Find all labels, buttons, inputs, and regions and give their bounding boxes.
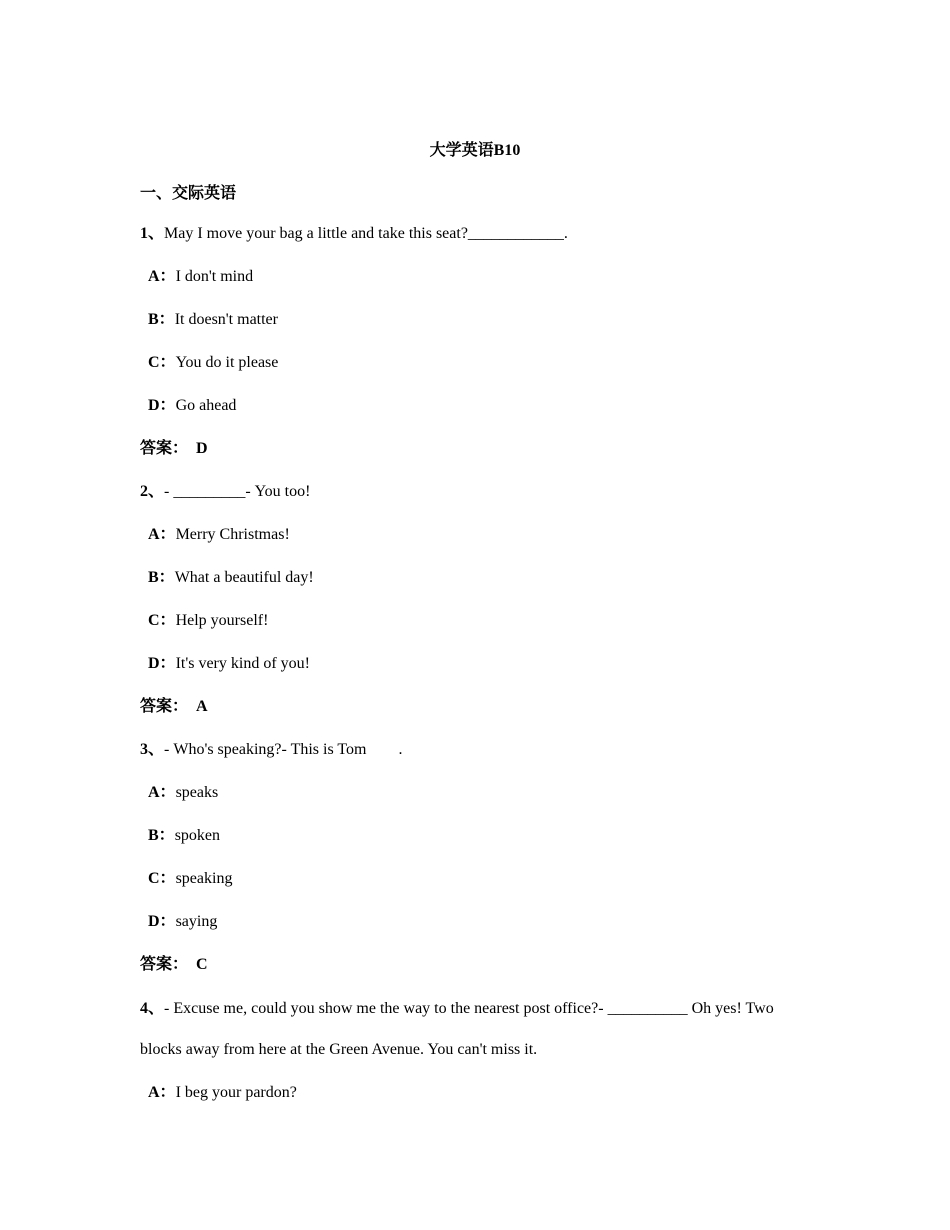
option-b bbox=[140, 826, 810, 846]
option-text: Help yourself! bbox=[175, 612, 269, 629]
option-text: I don't mind bbox=[175, 268, 254, 285]
question-number: 2、 bbox=[140, 483, 165, 500]
option-a bbox=[140, 783, 810, 803]
option-letter: A： bbox=[148, 268, 176, 285]
answer-value: C bbox=[196, 956, 208, 973]
option-letter: B： bbox=[148, 311, 175, 328]
answer-1 bbox=[140, 439, 810, 459]
option-c bbox=[140, 353, 810, 373]
question-3 bbox=[140, 740, 810, 760]
option-text: Go ahead bbox=[175, 397, 237, 414]
option-d bbox=[140, 654, 810, 674]
option-text: I beg your pardon? bbox=[175, 1084, 297, 1101]
option-text: spoken bbox=[174, 827, 221, 844]
question-text: May I move your bag a little and take this seat?____________. bbox=[164, 225, 568, 242]
question-2 bbox=[140, 482, 810, 502]
option-text: What a beautiful day! bbox=[174, 569, 314, 586]
question-number: 4、 bbox=[140, 1000, 165, 1017]
option-text: speaking bbox=[175, 870, 233, 887]
option-letter: D： bbox=[148, 655, 176, 672]
question-text: - _________- You too! bbox=[164, 483, 311, 500]
option-letter: C： bbox=[148, 354, 176, 371]
option-letter: C： bbox=[148, 612, 176, 629]
option-text: You do it please bbox=[175, 354, 279, 371]
option-c bbox=[140, 611, 810, 631]
option-text: speaks bbox=[175, 784, 219, 801]
option-letter: B： bbox=[148, 569, 175, 586]
question-text: - Who's speaking?- This is Tom . bbox=[164, 741, 403, 758]
question-number: 3、 bbox=[140, 741, 165, 758]
option-letter: A： bbox=[148, 526, 176, 543]
option-letter: D： bbox=[148, 913, 176, 930]
answer-value: D bbox=[196, 440, 208, 457]
option-letter: B： bbox=[148, 827, 175, 844]
option-d bbox=[140, 912, 810, 932]
option-b bbox=[140, 310, 810, 330]
option-text: Merry Christmas! bbox=[175, 526, 290, 543]
answer-value: A bbox=[196, 698, 208, 715]
option-a bbox=[140, 1083, 810, 1103]
option-a bbox=[140, 525, 810, 545]
question-4 bbox=[140, 988, 810, 1070]
section-heading: 一、交际英语 bbox=[140, 185, 237, 202]
answer-label: 答案： bbox=[140, 698, 189, 715]
option-letter: D： bbox=[148, 397, 176, 414]
question-list bbox=[140, 224, 810, 1126]
option-d bbox=[140, 396, 810, 416]
answer-3 bbox=[140, 955, 810, 975]
answer-label: 答案： bbox=[140, 956, 189, 973]
option-letter: A： bbox=[148, 784, 176, 801]
document-title: 大学英语B10 bbox=[429, 142, 521, 159]
question-text: - Excuse me, could you show me the way to the nearest post office?- __________ Oh yes! Two blocks away from here at the Green Avenue. You can't miss it. bbox=[140, 1000, 774, 1058]
option-letter: A： bbox=[148, 1084, 176, 1101]
option-c bbox=[140, 869, 810, 889]
option-a bbox=[140, 267, 810, 287]
answer-2 bbox=[140, 697, 810, 717]
question-1 bbox=[140, 224, 810, 244]
option-letter: C： bbox=[148, 870, 176, 887]
question-number: 1、 bbox=[140, 225, 165, 242]
option-b bbox=[140, 568, 810, 588]
option-text: It doesn't matter bbox=[174, 311, 278, 328]
option-text: It's very kind of you! bbox=[175, 655, 310, 672]
answer-label: 答案： bbox=[140, 440, 189, 457]
option-text: saying bbox=[175, 913, 218, 930]
